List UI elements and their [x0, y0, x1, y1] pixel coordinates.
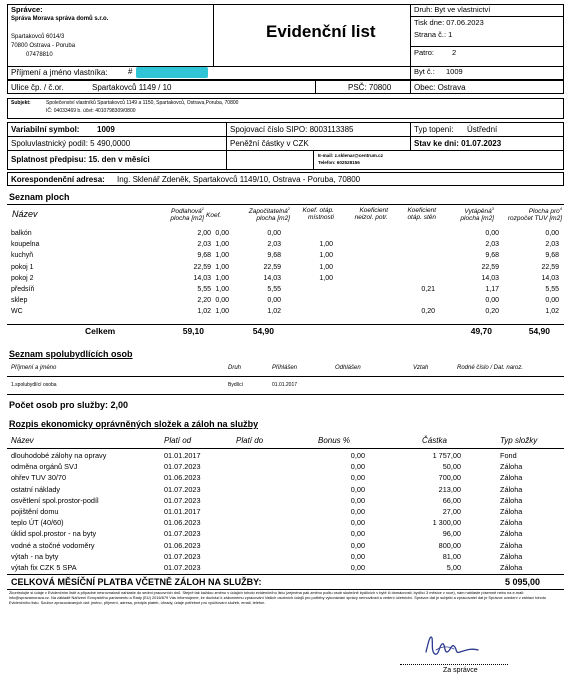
plochy-cell-vytapena: 14,03 — [481, 274, 499, 282]
plochy-header-nazev: Název — [12, 209, 38, 219]
plochy-cell-nazev: sklep — [11, 297, 28, 305]
spravce-label: Správce: — [11, 5, 43, 14]
plochy-cell-koef: 1,00 — [215, 274, 229, 282]
strana: Strana č.: 1 — [414, 30, 453, 39]
rozpis-cell-od: 01.01.2017 — [164, 451, 201, 460]
plochy-cell-zapoc: 2,03 — [267, 241, 281, 249]
rozpis-row — [9, 486, 564, 497]
plochy-header-koef-nezol: Koeficient neizol. potr. — [354, 207, 388, 222]
plochy-total-label: Celkem — [85, 326, 116, 336]
rozpis-cell-nazev: ostatní náklady — [11, 484, 61, 494]
plochy-cell-tuv: 9,68 — [545, 252, 559, 260]
email: E-mail: z.sklenar@centrum.cz — [318, 153, 383, 158]
plochy-cell-nazev: balkón — [11, 230, 32, 237]
plochy-cell-zapoc: 5,55 — [267, 286, 281, 293]
pocet-osob: Počet osob pro služby: 2,00 — [9, 400, 129, 410]
plochy-row — [9, 275, 564, 286]
plochy-cell-koef_otap: 1,00 — [319, 274, 333, 282]
plochy-cell-nazev: kuchyň — [11, 252, 34, 260]
plochy-title: Seznam ploch — [9, 192, 70, 202]
subject-line1: Společenství vlastníků Spartakovců 1149 a 1150, Spartakovců, Ostrava,Poruba, 70800 — [46, 100, 239, 106]
rozpis-cell-typ: Záloha — [500, 484, 523, 494]
rozpis-cell-bonus: 0,00 — [350, 507, 365, 516]
rozpis-cell-od: 01.06.2023 — [164, 473, 201, 483]
rozpis-cell-bonus: 0,00 — [350, 540, 365, 550]
plochy-total-tuv: 54,90 — [528, 326, 550, 336]
rozpis-cell-castka: 700,00 — [438, 473, 461, 483]
plochy-cell-vytapena: 0,20 — [485, 308, 499, 316]
rozpis-cell-od: 01.07.2023 — [164, 551, 201, 561]
osoba-jmeno: 1.spolubydlící osoba — [11, 382, 57, 388]
osoby-title: Seznam spolubydlících osob — [9, 349, 133, 359]
celkova-platba-value: 5 095,00 — [504, 577, 540, 587]
rozpis-cell-od: 01.07.2023 — [164, 462, 201, 472]
signature-label: Za správce — [443, 667, 478, 674]
rozpis-cell-castka: 1 300,00 — [432, 518, 461, 528]
patro-label: Patro: — [414, 48, 435, 57]
osoby-header-rodne: Rodné číslo / Dat. naroz. — [457, 365, 524, 371]
plochy-cell-vytapena: 9,68 — [485, 252, 499, 260]
spravce-ico: 07478810 — [26, 52, 53, 58]
rozpis-cell-castka: 1 757,00 — [432, 451, 461, 460]
rozpis-cell-nazev: teplo ÚT (40/60) — [11, 518, 64, 528]
rozpis-cell-od: 01.07.2023 — [164, 484, 201, 494]
osoby-header-odhlasen: Odhlášen — [335, 365, 361, 371]
plochy-header-tuv: Plocha pro$^4$ rozpočet TUV [m2] — [507, 206, 562, 223]
rozpis-cell-castka: 27,00 — [442, 507, 461, 516]
plochy-row — [9, 241, 564, 252]
plochy-cell-podlahova: 2,20 — [197, 297, 211, 305]
spoluvlastnicky-podil: Spoluvlastnický podíl: 5 490,0000 — [11, 139, 131, 148]
celkova-platba-label: CELKOVÁ MĚSÍČNÍ PLATBA VČETNĚ ZÁLOH NA SLUŽBY: — [11, 577, 262, 587]
plochy-cell-koef_sten: 0,21 — [421, 286, 435, 293]
plochy-cell-koef_otap: 1,00 — [319, 263, 333, 271]
footer-note: Zkontrolujte si údaje v Evidenčním listě a případné nesrovnalosti nahlaste do sedmi pracovních dnů. Stejně tak každou změnu v údajích tohoto evidenčního listu (zejména pak změnu počtu osob skutečně bydlících v bytě či domácnosti, bydlící 3 měsíce v roce), nám nahlaste písemně nebo na e-mail: info@spravamorava.cz. Na základě Nařízení Evropského parlamentu a Rady (EU) 2016/679 Vás informujeme, že dochází k zákonnému zpracování Vašich osobních údajů pro potřeby vykonávání správy nemovitosti a vedení účetnictví. Správce dat je subjekt a zpracovatel dat je Správce uvedení v záhlaví tohoto Evidenčního listu. Soubor zpracovávaných dat: jméno, příjmení, adresa, predpis plateb, úhrady, údaje potřebné pro vyúčtování služeb, email, telefon. — [9, 590, 546, 605]
rozpis-title: Rozpis ekonomicky oprávněných složek a záloh na služby — [9, 419, 259, 429]
address-box — [7, 80, 564, 94]
patro-value: 2 — [452, 48, 457, 57]
rozpis-row — [9, 474, 564, 485]
signature-line — [400, 664, 508, 665]
vs-value: 1009 — [97, 125, 115, 134]
rozpis-cell-typ: Záloha — [500, 529, 523, 539]
rozpis-cell-bonus: 0,00 — [350, 473, 365, 483]
rozpis-cell-nazev: vodné a stočné vodoměry — [11, 540, 95, 550]
koresp-label: Korespondenční adresa: — [11, 175, 105, 184]
plochy-cell-koef: 1,00 — [215, 286, 229, 293]
plochy-cell-tuv: 5,55 — [545, 286, 559, 293]
osoby-header-druh: Druh — [228, 365, 242, 371]
rozpis-cell-castka: 81,00 — [442, 551, 461, 561]
plochy-cell-zapoc: 9,68 — [267, 252, 281, 260]
plochy-cell-podlahova: 1,02 — [197, 308, 211, 316]
rozpis-cell-bonus: 0,00 — [350, 462, 365, 472]
plochy-row — [9, 286, 564, 297]
rozpis-cell-nazev: dlouhodobé zálohy na opravy — [11, 451, 107, 460]
plochy-cell-zapoc: 1,02 — [267, 308, 281, 316]
byt-value: 1009 — [446, 67, 463, 76]
plochy-cell-koef: 0,00 — [215, 297, 229, 305]
plochy-row — [9, 308, 564, 319]
spravce-city: 70800 Ostrava - Poruba — [11, 43, 76, 49]
rozpis-cell-typ: Záloha — [500, 518, 523, 528]
tisk-dne: Tisk dne: 07.06.2023 — [414, 18, 484, 27]
rozpis-cell-castka: 800,00 — [438, 540, 461, 550]
subject-line2: IČ: 04033469 b. účet: 4010798309/0800 — [46, 108, 136, 114]
rozpis-cell-bonus: 0,00 — [350, 484, 365, 494]
rozpis-cell-typ: Záloha — [500, 507, 523, 516]
rozpis-cell-bonus: 0,00 — [350, 451, 365, 460]
osoba-druh: Bydlící — [228, 382, 244, 388]
rozpis-cell-typ: Záloha — [500, 473, 523, 483]
plochy-cell-podlahova: 9,68 — [197, 252, 211, 260]
vs-label: Variabilní symbol: — [11, 125, 80, 134]
rozpis-cell-nazev: výtah fix CZK 5 SPA — [11, 563, 77, 572]
rozpis-cell-od: 01.07.2023 — [164, 495, 201, 505]
topeni-value: Ústřední — [467, 125, 498, 134]
rozpis-header-do: Platí do — [236, 436, 264, 445]
plochy-row — [9, 297, 564, 308]
rozpis-row — [9, 553, 564, 564]
rozpis-header-nazev: Název — [11, 436, 34, 445]
rozpis-cell-castka: 50,00 — [442, 462, 461, 472]
sipo: Spojovací číslo SIPO: 8003113385 — [230, 125, 354, 134]
street-value: Spartakovců 1149 / 10 — [92, 83, 172, 92]
rozpis-cell-castka: 96,00 — [442, 529, 461, 539]
plochy-header-podlahova: Podlahová$^1$ plocha [m2] — [170, 206, 204, 223]
plochy-row — [9, 264, 564, 275]
rozpis-cell-bonus: 0,00 — [350, 518, 365, 528]
redacted-owner-name — [136, 67, 208, 78]
plochy-header-koef-otap: Koef. otáp. místnosti — [302, 207, 334, 222]
osoby-header-vztah: Vztah — [413, 365, 429, 371]
osoby-header-jmeno: Příjmení a jméno — [11, 365, 57, 371]
koresp-value: Ing. Sklenář Zdeněk, Spartakovců 1149/10, Ostrava - Poruba, 70800 — [117, 175, 361, 184]
mena: Peněžní částky v CZK — [230, 139, 309, 148]
rozpis-cell-nazev: odměna orgánů SVJ — [11, 462, 78, 472]
rozpis-header-od: Platí od — [164, 436, 192, 445]
plochy-cell-vytapena: 2,03 — [485, 241, 499, 249]
owner-label: Příjmení a jméno vlastníka: — [11, 68, 108, 77]
street-label: Ulice čp. / č.or. — [11, 83, 64, 92]
plochy-cell-zapoc: 22,59 — [263, 263, 281, 271]
stav-ke-dni: Stav ke dni: 01.07.2023 — [414, 139, 502, 148]
signature — [414, 626, 504, 666]
plochy-cell-podlahova: 2,00 — [197, 230, 211, 237]
plochy-total-zapoc: 54,90 — [252, 326, 274, 336]
plochy-cell-vytapena: 0,00 — [485, 297, 499, 305]
plochy-cell-zapoc: 0,00 — [267, 297, 281, 305]
rozpis-header-bonus: Bonus % — [318, 436, 351, 445]
rozpis-cell-nazev: osvětlení spol.prostor-podíl — [11, 495, 99, 505]
rozpis-cell-od: 01.06.2023 — [164, 518, 201, 528]
rozpis-row — [9, 508, 564, 519]
topeni-label: Typ topení: — [414, 125, 454, 134]
plochy-cell-podlahova: 22,59 — [193, 263, 211, 271]
rozpis-cell-od: 01.07.2023 — [164, 529, 201, 539]
plochy-cell-tuv: 2,03 — [545, 241, 559, 249]
plochy-cell-koef: 0,00 — [215, 230, 229, 237]
osoba-prihlasen: 01.01.2017 — [272, 382, 298, 388]
plochy-header-koef-sten: Koeficient otáp. stěn — [407, 207, 436, 222]
plochy-row — [9, 252, 564, 263]
rozpis-cell-typ: Záloha — [500, 462, 523, 472]
plochy-header-zapoc: Započitatelná$^2$ plocha [m2] — [248, 206, 290, 223]
plochy-cell-tuv: 22,59 — [541, 263, 559, 271]
plochy-cell-koef: 1,00 — [215, 252, 229, 260]
rozpis-cell-bonus: 0,00 — [350, 551, 365, 561]
rozpis-cell-od: 01.01.2017 — [164, 507, 201, 516]
plochy-header-vytapena: Vytápěná$^3$ plocha [m2] — [460, 206, 494, 223]
plochy-cell-nazev: WC — [11, 308, 23, 316]
rozpis-cell-od: 01.06.2023 — [164, 540, 201, 550]
plochy-cell-podlahova: 2,03 — [197, 241, 211, 249]
plochy-row — [9, 230, 564, 241]
spravce-street: Spartakovců 6014/3 — [11, 34, 65, 40]
plochy-cell-nazev: koupelna — [11, 241, 40, 249]
osoby-header-prihlasen: Přihlášen — [272, 365, 298, 371]
plochy-cell-koef: 1,00 — [215, 241, 229, 249]
plochy-cell-tuv: 1,02 — [545, 308, 559, 316]
rozpis-cell-typ: Záloha — [500, 551, 523, 561]
rozpis-header-castka: Částka — [422, 436, 447, 445]
telefon: Telefon: 602528156 — [318, 160, 360, 165]
rozpis-cell-nazev: pojištění domu — [11, 507, 59, 516]
plochy-cell-nazev: předsíň — [11, 286, 35, 293]
rozpis-cell-typ: Záloha — [500, 563, 523, 572]
rozpis-cell-typ: Záloha — [500, 495, 523, 505]
plochy-cell-nazev: pokoj 1 — [11, 263, 34, 271]
rozpis-cell-castka: 66,00 — [442, 495, 461, 505]
plochy-cell-vytapena: 0,00 — [485, 230, 499, 237]
rozpis-cell-typ: Fond — [500, 451, 517, 460]
plochy-cell-nazev: pokoj 2 — [11, 274, 34, 282]
plochy-cell-podlahova: 14,03 — [193, 274, 211, 282]
plochy-cell-koef_otap: 1,00 — [319, 252, 333, 260]
plochy-cell-vytapena: 22,59 — [481, 263, 499, 271]
rozpis-cell-nazev: ohřev TUV 30/70 — [11, 473, 67, 483]
rozpis-row — [9, 452, 564, 463]
druh-field: Druh: Byt ve vlastnictví — [414, 5, 491, 14]
plochy-cell-zapoc: 14,03 — [263, 274, 281, 282]
rozpis-cell-bonus: 0,00 — [350, 495, 365, 505]
splatnost: Splatnost předpisu: 15. den v měsíci — [11, 155, 150, 164]
byt-label: Byt č.: — [414, 67, 435, 76]
rozpis-row — [9, 530, 564, 541]
document-title: Evidenční list — [266, 22, 376, 41]
plochy-header-koef: Koef. — [206, 212, 222, 219]
owner-prefix: # — [128, 67, 133, 76]
plochy-cell-koef: 1,00 — [215, 308, 229, 316]
plochy-cell-koef: 1,00 — [215, 263, 229, 271]
plochy-cell-vytapena: 1,17 — [485, 286, 499, 293]
rozpis-cell-nazev: výtah - na byty — [11, 551, 59, 561]
rozpis-cell-castka: 5,00 — [446, 563, 461, 572]
rozpis-cell-bonus: 0,00 — [350, 529, 365, 539]
rozpis-cell-typ: Záloha — [500, 540, 523, 550]
plochy-cell-koef_otap: 1,00 — [319, 241, 333, 249]
rozpis-cell-bonus: 0,00 — [350, 563, 365, 572]
subject-label: Subjekt: — [11, 100, 31, 106]
plochy-cell-zapoc: 0,00 — [267, 230, 281, 237]
plochy-cell-koef_sten: 0,20 — [421, 308, 435, 316]
plochy-total-podlahova: 59,10 — [182, 326, 204, 336]
plochy-cell-tuv: 0,00 — [545, 297, 559, 305]
spravce-name: Správa Morava správa domů s.r.o. — [11, 16, 109, 22]
rozpis-header-typ: Typ složky — [500, 436, 538, 445]
plochy-cell-podlahova: 5,55 — [197, 286, 211, 293]
rozpis-cell-nazev: úklid spol.prostor - na byty — [11, 529, 97, 539]
psc: PSČ: 70800 — [348, 83, 392, 92]
rozpis-row — [9, 542, 564, 553]
plochy-cell-tuv: 14,03 — [541, 274, 559, 282]
plochy-cell-tuv: 0,00 — [545, 230, 559, 237]
rozpis-cell-castka: 213,00 — [438, 484, 461, 494]
obec: Obec: Ostrava — [414, 83, 466, 92]
plochy-total-vytapena: 49,70 — [470, 326, 492, 336]
rozpis-row — [9, 463, 564, 474]
rozpis-cell-od: 01.07.2023 — [164, 563, 201, 572]
rozpis-row — [9, 497, 564, 508]
